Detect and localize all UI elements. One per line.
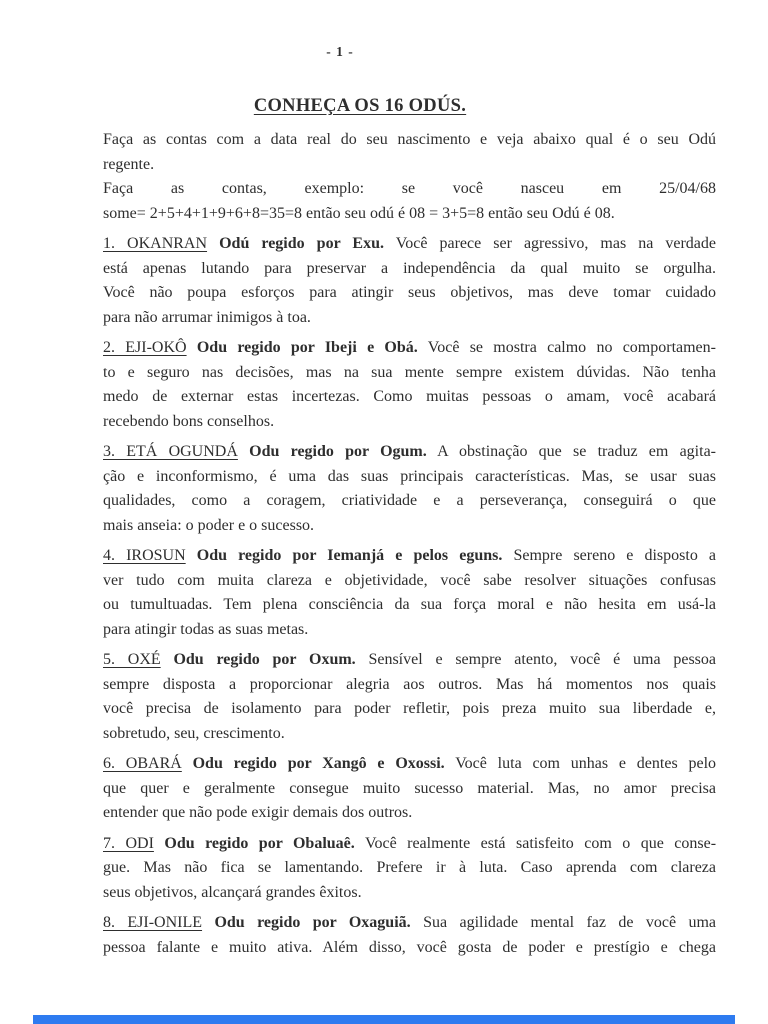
section-body-line: to e seguro nas decisões, mas na sua mente sempre existem dúvidas. Não tenha xyxy=(103,363,716,381)
section-body-line: Você parece ser agressivo, mas na verdade xyxy=(395,235,717,252)
section-heading: 6. OBARÁ xyxy=(103,755,182,772)
odu-section-7 xyxy=(103,832,716,906)
section-heading: 1. OKANRAN xyxy=(103,235,208,252)
section-body-line: para não arrumar inimigos à toa. xyxy=(103,308,311,326)
section-body-line: Você se mostra calmo no comportamen- xyxy=(427,339,716,356)
section-body-line: pessoa falante e muito ativa. Além disso, você gosta de poder e prestígio e chega xyxy=(103,938,716,956)
section-body-line: que quer e geralmente consegue muito sucesso material. Mas, no amor precisa xyxy=(103,779,716,797)
section-body-line: A obstinação que se traduz em agita- xyxy=(437,443,716,460)
section-body-line: ver tudo com muita clareza e objetividade, você sabe resolver situações confusas xyxy=(103,571,716,589)
intro-paragraph xyxy=(103,128,716,226)
section-heading: 4. IROSUN xyxy=(103,547,186,564)
odu-section-3 xyxy=(103,440,716,538)
section-ruler: Odu regido por Xangô e Oxossi. xyxy=(192,755,445,772)
section-heading: 7. ODI xyxy=(103,834,154,852)
section-body-line: sempre disposta a proporcionar alegria aos outros. Mas há momentos nos quais xyxy=(103,675,716,693)
page-number: - 1 - xyxy=(326,44,354,59)
section-body-line: recebendo bons conselhos. xyxy=(103,412,275,430)
section-ruler: Odú regido por Exu. xyxy=(219,235,384,252)
section-ruler: Odu regido por Iemanjá e pelos eguns. xyxy=(196,547,503,564)
section-body-line: Sua agilidade mental faz de você uma xyxy=(423,914,717,931)
section-body-line: você precisa de isolamento para poder refletir, pois preza muito sua liberdade e, xyxy=(103,700,716,717)
section-ruler: Odu regido por Ogum. xyxy=(249,443,427,460)
odu-section-8 xyxy=(103,911,716,960)
section-first-line xyxy=(103,544,716,569)
section-body-line: ou tumultuadas. Tem plena consciência da sua força moral e não hesita em usá-la xyxy=(103,596,716,613)
section-body-line: Sensível e sempre atento, você é uma pessoa xyxy=(368,651,717,668)
section-body-line: Sempre sereno e disposto a xyxy=(513,547,717,564)
section-body-line: entender que não pode exigir demais dos outros. xyxy=(103,804,413,821)
section-heading: 3. ETÁ OGUNDÁ xyxy=(103,443,238,460)
odu-section-5 xyxy=(103,648,716,746)
section-first-line xyxy=(103,440,716,465)
section-heading: 5. OXÉ xyxy=(103,651,161,668)
intro-line-4: some= 2+5+4+1+9+6+8=35=8 então seu odú é 08 = 3+5=8 então seu Odú é 08. xyxy=(103,204,615,222)
section-body-line: Você não poupa esforços para atingir seus objetivos, mas deve tomar cuidado xyxy=(103,284,716,301)
odu-section-1 xyxy=(103,232,716,330)
section-body-line: Você luta com unhas e dentes pelo xyxy=(455,755,717,772)
intro-line-2: regente. xyxy=(103,155,155,173)
section-first-line xyxy=(103,648,716,673)
next-page-edge xyxy=(33,1015,735,1024)
section-heading: 2. EJI-OKÔ xyxy=(103,339,187,356)
odu-section-6 xyxy=(103,752,716,826)
section-ruler: Odu regido por Oxum. xyxy=(173,651,356,668)
section-first-line xyxy=(103,752,716,777)
document-title: CONHEÇA OS 16 ODÚS. xyxy=(253,96,467,116)
section-ruler: Odu regido por Obaluaê. xyxy=(164,834,355,852)
section-body-line: está apenas lutando para preservar a independência da qual muito se orgulha. xyxy=(103,259,716,277)
section-heading: 8. EJI-ONILE xyxy=(103,914,203,931)
section-body-line: medo de externar estas incertezas. Como muitas pessoas o amam, você acabará xyxy=(103,388,716,405)
section-body-line: mais anseia: o poder e o sucesso. xyxy=(103,516,315,534)
section-first-line xyxy=(103,911,716,936)
section-body-line: ção e inconformismo, é uma das suas principais características. Mas, se usar suas xyxy=(103,467,716,485)
section-body-line: sobretudo, seu, crescimento. xyxy=(103,724,285,742)
section-body-line: para atingir todas as suas metas. xyxy=(103,620,309,638)
section-body-line: qualidades, como a coragem, criatividade e a perseverança, conseguirá o que xyxy=(103,492,716,509)
odu-section-4 xyxy=(103,544,716,642)
odu-section-2 xyxy=(103,336,716,434)
section-ruler: Odu regido por Oxaguiã. xyxy=(214,914,411,931)
section-first-line xyxy=(103,232,716,257)
section-first-line xyxy=(103,336,716,361)
intro-line-1: Faça as contas com a data real do seu nascimento e veja abaixo qual é o seu Odú xyxy=(103,131,716,148)
section-body-line: gue. Mas não fica se lamentando. Prefere ir à luta. Caso aprenda com clareza xyxy=(103,859,716,876)
section-ruler: Odu regido por Ibeji e Obá. xyxy=(196,339,418,356)
section-body-line: seus objetivos, alcançará grandes êxitos. xyxy=(103,883,362,901)
document-body xyxy=(103,128,716,960)
intro-line-3: Faça as contas, exemplo: se você nasceu em 25/04/68 xyxy=(103,180,716,197)
section-first-line xyxy=(103,832,716,857)
section-body-line: Você realmente está satisfeito com o que conse- xyxy=(364,834,717,852)
